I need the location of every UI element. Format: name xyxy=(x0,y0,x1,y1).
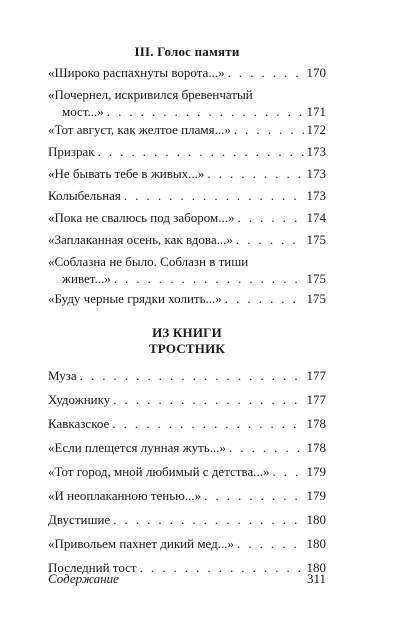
toc-entry-page: 175 xyxy=(306,271,326,286)
toc-entry-title: Художнику xyxy=(48,392,111,407)
toc-entry-title: «Если плещется лунная жуть...» xyxy=(48,440,226,455)
toc-entry-title: «Не бывать тебе в живых...» xyxy=(48,166,205,181)
toc-entry-title: «Привольем пахнет дикий мед...» xyxy=(48,536,235,551)
toc-entry-title: «Пока не свалюсь под забором...» xyxy=(48,210,235,225)
toc-entry-title: Последний тост xyxy=(48,560,137,575)
toc-entry xyxy=(48,187,326,204)
toc-entry-page: 171 xyxy=(306,104,326,119)
dot-leader xyxy=(124,187,304,204)
toc-entry-title: «Тот август, как желтое пламя...» xyxy=(48,122,231,137)
toc-entry xyxy=(48,121,326,138)
toc-entry-title: «Заплаканная осень, как вдова...» xyxy=(48,232,233,247)
toc-entry-page: 180 xyxy=(306,512,326,527)
dot-leader xyxy=(234,121,304,138)
toc-entry-page: 172 xyxy=(306,122,326,137)
toc-entry-page: 173 xyxy=(306,144,326,159)
toc-entry-title-line1: «Соблазна не было. Соблазн в тиши xyxy=(48,254,249,269)
toc-entry xyxy=(48,463,326,480)
dot-leader xyxy=(113,511,303,528)
toc-entry-page: 173 xyxy=(306,166,326,181)
toc-entry-page: 175 xyxy=(306,291,326,306)
dot-leader xyxy=(272,463,303,480)
toc-entry xyxy=(48,64,326,81)
toc-entry xyxy=(48,86,326,120)
toc-entry-title: «Буду черные грядки холить...» xyxy=(48,291,222,306)
toc-entry-page: 180 xyxy=(306,536,326,551)
toc-entry xyxy=(48,391,326,408)
dot-leader xyxy=(229,439,304,456)
toc-entry-page: 170 xyxy=(306,65,326,80)
dot-leader xyxy=(237,535,303,552)
dot-leader xyxy=(204,487,303,504)
toc-entry xyxy=(48,209,326,226)
section-title-iz-knigi: ИЗ КНИГИ xyxy=(152,325,222,340)
toc-entry-title-line1: «Почернел, искривился бревенчатый xyxy=(48,87,253,102)
dot-leader xyxy=(112,415,303,432)
toc-entry xyxy=(48,253,326,287)
toc-entry-page: 177 xyxy=(306,368,326,383)
toc-entry xyxy=(48,367,326,384)
dot-leader xyxy=(207,165,303,182)
dot-leader xyxy=(98,143,304,160)
toc-entry-page: 178 xyxy=(306,440,326,455)
toc-entry-page: 177 xyxy=(306,392,326,407)
toc-entry-page: 179 xyxy=(306,488,326,503)
dot-leader xyxy=(107,103,304,120)
toc-entry-title: Колыбельная xyxy=(48,188,121,203)
toc-entry-title: мост...» xyxy=(62,104,104,119)
toc-entry-page: 179 xyxy=(306,464,326,479)
toc-entry xyxy=(48,439,326,456)
dot-leader xyxy=(114,270,304,287)
toc-entry-page: 173 xyxy=(306,188,326,203)
toc-entry-title: Кавказское xyxy=(48,416,110,431)
toc-entry-title: живет...» xyxy=(62,271,111,286)
dot-leader xyxy=(140,559,304,576)
toc-entry-page: 178 xyxy=(306,416,326,431)
footer-section-label: Содержание xyxy=(48,571,119,586)
toc-entry xyxy=(48,535,326,552)
toc-entry-title: «Тот город, мной любимый с детства...» xyxy=(48,464,270,479)
toc-entry-page: 174 xyxy=(306,210,326,225)
toc-entry-title: Муза xyxy=(48,368,77,383)
toc-entry xyxy=(48,231,326,248)
dot-leader xyxy=(113,391,303,408)
toc-entry-title: «Широко распахнуты ворота...» xyxy=(48,65,225,80)
toc-entry-page: 175 xyxy=(306,232,326,247)
section-title-trostnik: ТРОСТНИК xyxy=(148,341,226,356)
dot-leader xyxy=(228,64,304,81)
toc-entry-last xyxy=(48,559,326,576)
toc-entry-title: «И неоплаканною тенью...» xyxy=(48,488,202,503)
dot-leader xyxy=(225,290,304,307)
toc-entry-title: Двустишие xyxy=(48,512,111,527)
section-title-golos-pamyati: III. Голос памяти xyxy=(134,44,240,59)
toc-entry-page: 180 xyxy=(306,560,326,575)
dot-leader xyxy=(236,231,304,248)
dot-leader xyxy=(237,209,303,226)
toc-entry xyxy=(48,415,326,432)
footer-page-number: 311 xyxy=(306,571,326,586)
toc-entry xyxy=(48,511,326,528)
dot-leader xyxy=(80,367,304,384)
toc-entry-title: Призрак xyxy=(48,144,95,159)
toc-entry xyxy=(48,487,326,504)
toc-entry xyxy=(48,143,326,160)
toc-entry xyxy=(48,290,326,307)
toc-entry xyxy=(48,165,326,182)
